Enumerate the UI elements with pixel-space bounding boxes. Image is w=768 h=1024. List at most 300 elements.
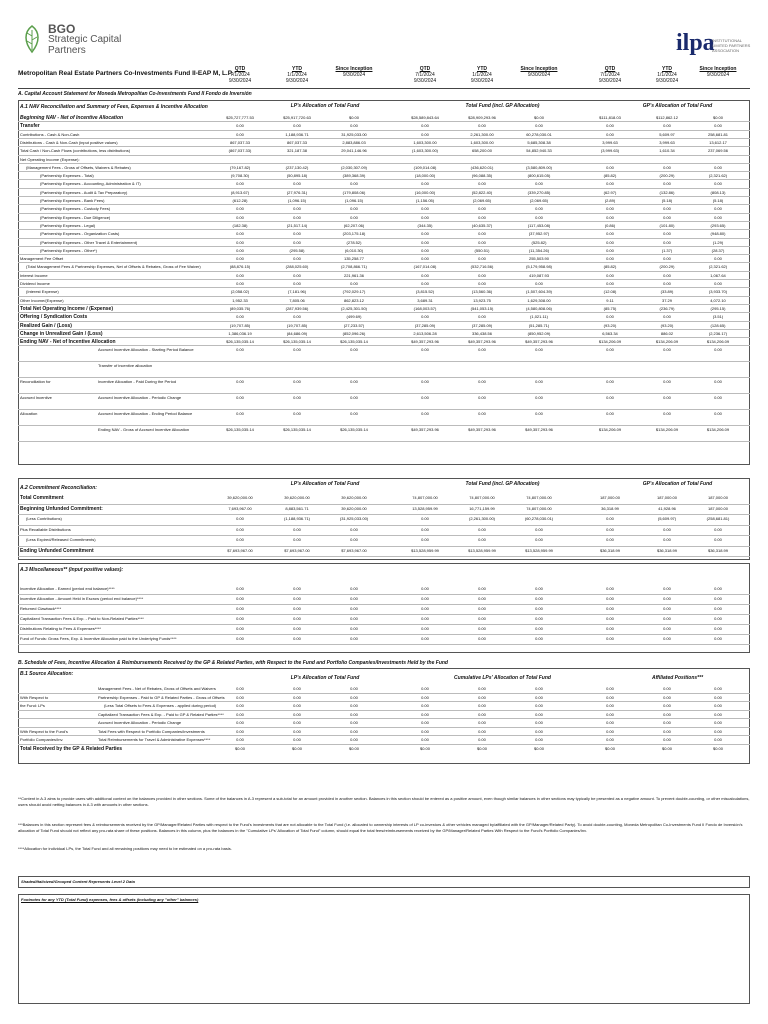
cell-value: 0.00: [421, 247, 429, 253]
cell-value: 0.00: [714, 214, 722, 220]
cell-value: 0.00: [478, 214, 486, 220]
row-label: (Management Fees - Gross of Offsets, Waivers & Rebates): [26, 164, 131, 170]
cell-value: 0.00: [663, 206, 671, 212]
period-header: [514, 66, 564, 78]
period-header-label: QTD: [234, 66, 246, 72]
cell-value: (9,708.30): [230, 173, 250, 179]
cell-value: 0.00: [606, 395, 614, 401]
row-label: Ending NAV - Gross of Accrued Incentive Allocation: [98, 427, 190, 433]
cell-value: 862,823.12: [343, 297, 365, 303]
row-group-label: With Respect to the Fund's: [20, 728, 68, 734]
period-header: [400, 66, 450, 84]
b1-total-value: $0.00: [661, 745, 672, 751]
cell-value: 0.00: [421, 395, 429, 401]
cell-value: 0.00: [478, 526, 486, 532]
cell-value: 0.00: [535, 636, 543, 641]
cell-value: 0.00: [606, 214, 614, 220]
cell-value: 0.00: [478, 586, 486, 591]
cell-value: 0.00: [421, 694, 429, 700]
cell-value: 0.00: [714, 395, 722, 401]
row-label: Net Operating Income (Expense):: [20, 156, 80, 162]
cell-value: $134,206.09: [655, 339, 679, 345]
cell-value: 0.00: [236, 694, 244, 700]
cell-value: (200.29): [659, 264, 675, 270]
cell-value: (37,285.09): [414, 322, 436, 328]
cell-value: 0.00: [350, 214, 358, 220]
cell-value: 0.00: [478, 606, 486, 611]
cell-value: 0.00: [606, 616, 614, 621]
cell-value: 0.00: [478, 314, 486, 320]
cell-value: 0.00: [293, 586, 301, 591]
cell-value: 0.00: [663, 711, 671, 717]
row-divider: [18, 312, 750, 313]
row-divider: [18, 146, 750, 147]
cell-value: (31,925,033.00): [339, 516, 369, 521]
cell-value: 0.00: [236, 411, 244, 417]
row-divider: [18, 296, 750, 297]
cell-value: 0.00: [478, 231, 486, 237]
cell-value: (3,580,809.00): [525, 164, 553, 170]
row-divider: [18, 535, 750, 536]
cell-value: $36,318.99: [707, 547, 729, 553]
cell-value: 0.00: [535, 728, 543, 734]
row-label: Beginning Unfunded Commitment:: [20, 505, 103, 512]
cell-value: (132.86): [659, 189, 675, 195]
cell-value: 0.00: [478, 379, 486, 385]
cell-value: 0.00: [663, 214, 671, 220]
cell-value: 0.00: [714, 711, 722, 717]
cell-value: 0.00: [293, 711, 301, 717]
cell-value: (168,003.57): [413, 305, 437, 311]
cell-value: 0.00: [535, 686, 543, 691]
row-divider: [18, 701, 750, 702]
cell-value: 0.00: [606, 686, 614, 691]
cell-value: (11,354.26): [528, 247, 550, 253]
cell-value: $134,206.09: [598, 339, 622, 345]
cell-value: 0.00: [714, 256, 722, 262]
cell-value: (4,580,808.06): [525, 305, 553, 311]
cell-value: 0.00: [714, 626, 722, 631]
period-header: [215, 66, 265, 84]
cell-value: 0.00: [293, 214, 301, 220]
row-label: (Partnership Expenses - Accounting, Administration & IT): [40, 181, 141, 187]
row-divider: [18, 377, 750, 378]
cell-value: 0.00: [663, 616, 671, 621]
cell-value: (525.82): [531, 239, 547, 245]
cell-value: 0.00: [606, 694, 614, 700]
cell-value: 3,689.31: [417, 297, 433, 303]
cell-value: 0.00: [606, 131, 614, 137]
row-label: Realized Gain / (Loss): [20, 322, 72, 329]
cell-value: $28,909,293.96: [468, 115, 496, 120]
cell-value: 0.00: [663, 720, 671, 725]
cell-value: 0.00: [350, 281, 358, 286]
row-label: Accrued Incentive Allocation - Ending Period Balance: [98, 411, 193, 417]
cell-value: 0.00: [236, 586, 244, 591]
cell-value: 0.00: [350, 123, 358, 129]
period-header-label: YTD: [477, 66, 487, 72]
cell-value: 54,852,940.33: [526, 148, 552, 154]
cell-value: $28,589,843.64: [411, 115, 439, 120]
row-label: Plus Recallable Distributions: [20, 526, 71, 532]
cell-value: 0.00: [236, 123, 244, 129]
cell-value: 0.00: [535, 181, 543, 187]
cell-value: 0.00: [421, 411, 429, 417]
row-label: Transfer of incentive allocation: [98, 363, 153, 369]
cell-value: 0.00: [714, 728, 722, 734]
row-divider: [18, 246, 750, 247]
cell-value: 0.00: [293, 272, 301, 278]
cell-value: (5.18): [712, 198, 724, 203]
cell-value: $49,357,293.96: [468, 339, 496, 345]
cell-value: 13,923.75: [473, 297, 491, 303]
cell-value: $0.00: [712, 115, 723, 120]
cell-value: (101.80): [659, 222, 675, 228]
cell-value: 0.00: [350, 206, 358, 212]
cell-value: 0.00: [293, 720, 301, 725]
row-divider: [18, 425, 750, 426]
cell-value: 0.00: [606, 636, 614, 641]
cell-value: 0.00: [606, 596, 614, 601]
b1-total-value: $0.00: [234, 745, 245, 751]
row-label: Accrued Incentive Allocation - Starting Period Balance: [98, 347, 194, 353]
cell-value: 13,612.17: [709, 139, 727, 145]
b1-total-value: $0.00: [476, 745, 487, 751]
cell-value: 0.00: [293, 694, 301, 700]
cell-value: 0.00: [535, 720, 543, 725]
row-group-label: the Fund: LPs: [20, 703, 45, 708]
column-group-header: GP's Allocation of Total Fund: [642, 103, 713, 109]
cell-value: 39,620,000.00: [341, 505, 367, 511]
cell-value: 0.00: [535, 526, 543, 532]
cell-value: 0.00: [663, 395, 671, 401]
cell-value: (89,035.76): [229, 305, 251, 311]
row-label: (Partnership Expenses - Due Diligence): [40, 214, 111, 220]
cell-value: 0.00: [293, 703, 301, 708]
cell-value: 0.00: [478, 728, 486, 734]
cell-value: (339,270.85): [527, 189, 551, 195]
cell-value: 2,261,300.00: [470, 131, 494, 137]
cell-value: 0.00: [293, 206, 301, 212]
cell-value: 255,503.90: [528, 256, 550, 262]
cell-value: 0.00: [663, 606, 671, 611]
cell-value: 0.00: [421, 379, 429, 385]
cell-value: (258,681.81): [706, 516, 730, 521]
cell-value: $36,318.99: [599, 547, 621, 553]
cell-value: 0.00: [478, 411, 486, 417]
row-divider: [18, 188, 750, 189]
cell-value: 0.00: [350, 181, 358, 187]
cell-value: 0.00: [293, 256, 301, 262]
b1-total-value: $0.00: [419, 745, 430, 751]
row-label: Returned Clawback****: [20, 606, 62, 611]
cell-value: (295.15): [710, 305, 726, 311]
cell-value: 0.00: [663, 694, 671, 700]
cell-value: 0.00: [478, 694, 486, 700]
row-divider: [18, 744, 750, 745]
cell-value: 187,000.00: [599, 495, 621, 500]
ilpa-logo-text: ilpa: [676, 30, 715, 56]
cell-value: $7,693,967.00: [227, 547, 253, 553]
cell-value: 0.00: [535, 214, 543, 220]
row-label: Management Fee Offset: [20, 256, 64, 262]
row-divider: [18, 504, 750, 505]
cell-value: (293.65): [710, 222, 726, 228]
cell-value: 0.00: [714, 379, 722, 385]
cell-value: (85.75): [603, 305, 617, 311]
cell-value: $49,357,293.96: [525, 339, 553, 345]
cell-value: 0.00: [535, 123, 543, 129]
row-label: (Less Contributions): [26, 516, 62, 521]
cell-value: 0.00: [350, 395, 358, 401]
cell-value: 0.00: [350, 379, 358, 385]
cell-value: 0.00: [663, 703, 671, 708]
footnotes-box[interactable]: [18, 894, 750, 1004]
cell-value: 0.00: [606, 272, 614, 278]
cell-value: (128.65): [710, 322, 726, 328]
cell-value: 0.00: [535, 626, 543, 631]
cell-value: 0.00: [478, 703, 486, 708]
row-label: (Partnership Expenses - Audit & Tax Preparatory): [40, 189, 128, 195]
cell-value: 0.00: [421, 606, 429, 611]
cell-value: 0.00: [606, 526, 614, 532]
cell-value: 0.00: [663, 586, 671, 591]
cell-value: 8,883,561.71: [285, 505, 309, 511]
cell-value: 321,187.38: [286, 148, 308, 154]
cell-value: 0.00: [293, 239, 301, 245]
cell-value: 74,807,000.00: [526, 495, 552, 500]
cell-value: 237,069.56: [707, 148, 729, 154]
cell-value: $36,318.99: [656, 547, 678, 553]
cell-value: (37,952.97): [528, 231, 550, 237]
column-group-header: LP's Allocation of Total Fund: [290, 103, 360, 109]
cell-value: 0.00: [606, 516, 614, 521]
cell-value: 0.00: [663, 728, 671, 734]
row-divider: [18, 138, 750, 139]
cell-value: 0.00: [663, 526, 671, 532]
row-divider: [18, 594, 750, 595]
cell-value: 0.00: [478, 711, 486, 717]
cell-value: 0.00: [478, 281, 486, 286]
cell-value: 0.00: [236, 596, 244, 601]
cell-value: (850,952.09): [527, 330, 551, 336]
row-label: Management Fees - Net of Rebates, Gross of Offsets and Waivers: [98, 686, 216, 691]
cell-value: (3,815.52): [415, 289, 435, 295]
cell-value: 336,438.56: [471, 330, 493, 336]
cell-value: 187,000.00: [707, 495, 729, 500]
row-label: Total Reimbursements for Travel & Administrative Expenses****: [98, 737, 211, 742]
cell-value: (27,233.57): [343, 322, 365, 328]
row-divider: [18, 254, 750, 255]
row-divider: [18, 693, 750, 694]
cell-value: 0.00: [236, 347, 244, 353]
cell-value: 0.00: [535, 411, 543, 417]
cell-value: 0.00: [478, 206, 486, 212]
cell-value: 1,188,936.71: [285, 131, 309, 137]
cell-value: 2,883,886.03: [342, 139, 366, 145]
cell-value: 0.00: [236, 314, 244, 320]
cell-value: 0.00: [236, 231, 244, 237]
cell-value: 0.00: [350, 537, 358, 542]
cell-value: 0.00: [606, 314, 614, 320]
period-header-label: QTD: [419, 66, 431, 72]
period-header-label: Since Inception: [699, 66, 737, 72]
cell-value: 16,771,159.99: [469, 505, 495, 511]
row-divider: [18, 634, 750, 635]
cell-value: (1,603,300.00): [411, 148, 439, 154]
cell-value: (167,014.08): [413, 264, 437, 270]
cell-value: 0.00: [350, 720, 358, 725]
cell-value: 0.00: [350, 694, 358, 700]
cell-value: (2,236.17): [708, 330, 728, 336]
cell-value: (1,188,936.71): [283, 516, 311, 521]
row-divider: [18, 279, 750, 280]
cell-value: 1,603,300.00: [470, 139, 494, 145]
cell-value: 0.00: [606, 606, 614, 611]
cell-value: 0.00: [714, 636, 722, 641]
a3-title: A.3 Miscellaneous** (input positive values):: [20, 567, 124, 573]
cell-value: 221,961.36: [343, 272, 365, 278]
row-label: (Less Expired/Released Commitments): [26, 537, 96, 542]
cell-value: $7,693,967.00: [284, 547, 310, 553]
row-label: Contributions - Cash & Non-Cash: [20, 131, 80, 137]
cell-value: 187,000.00: [707, 505, 729, 511]
cell-value: (19,707.85): [229, 322, 251, 328]
cell-value: 0.00: [293, 347, 301, 353]
cell-value: $13,528,959.99: [411, 547, 439, 553]
row-label: Fund of Funds: Gross Fees, Exp. & Incentive Allocation paid to the Underlying Funds****: [20, 636, 177, 641]
cell-value: 0.00: [236, 281, 244, 286]
cell-value: 0.00: [663, 314, 671, 320]
cell-value: 0.00: [293, 616, 301, 621]
cell-value: (7,181.96): [287, 289, 307, 295]
row-label: Accrued Incentive Allocation - Periodic Change: [98, 395, 182, 401]
cell-value: 0.00: [421, 686, 429, 691]
cell-value: 0.00: [606, 626, 614, 631]
cell-value: 0.00: [293, 526, 301, 532]
cell-value: 0.00: [350, 711, 358, 717]
cell-value: (1.29): [712, 239, 724, 245]
cell-value: 7,805.06: [289, 297, 305, 303]
cell-value: 0.00: [421, 586, 429, 591]
cell-value: 0.00: [293, 123, 301, 129]
cell-value: 0.00: [663, 379, 671, 385]
cell-value: (8,913.67): [230, 189, 250, 195]
cell-value: (5,179,958.98): [525, 264, 553, 270]
row-label: Partnership Expenses - Paid to GP & Related Parties - Gross of Offsets: [98, 694, 225, 700]
cell-value: (852,096.26): [342, 330, 366, 336]
row-label: (Partnership Expenses - Other*): [40, 247, 97, 253]
cell-value: (52,822.40): [471, 189, 493, 195]
cell-value: (5.18): [661, 198, 673, 203]
period-header: [457, 66, 507, 84]
cell-value: $49,357,293.96: [411, 427, 439, 433]
cell-value: 0.00: [606, 728, 614, 734]
cell-value: 0.00: [535, 537, 543, 542]
cell-value: 5,609.97: [659, 131, 675, 137]
period-header-from: 7/1/2024: [600, 72, 620, 78]
cell-value: 0.00: [606, 239, 614, 245]
cell-value: 0.00: [535, 206, 543, 212]
cell-value: 0.00: [350, 737, 358, 742]
row-group-label: Reconciliation for: [20, 379, 51, 385]
bgo-logo: [18, 22, 138, 66]
cell-value: 0.00: [663, 737, 671, 742]
cell-value: $25,727,777.53: [226, 115, 254, 120]
bgo-logo-subtext: Strategic Capital Partners: [48, 34, 122, 56]
cell-value: (3,999.63): [600, 148, 620, 154]
cell-value: 0.00: [350, 728, 358, 734]
cell-value: 0.00: [236, 239, 244, 245]
cell-value: 0.00: [236, 703, 244, 708]
row-label: (Partnership Expenses - Bank Fees): [40, 198, 105, 203]
cell-value: (1,096.15): [344, 198, 364, 203]
cell-value: 0.00: [535, 606, 543, 611]
cell-value: $26,135,035.14: [283, 427, 311, 433]
cell-value: 0.00: [663, 411, 671, 417]
cell-value: 0.00: [236, 737, 244, 742]
column-group-header: GP's Allocation of Total Fund: [642, 481, 713, 487]
cell-value: 0.00: [421, 516, 429, 521]
cell-value: 39,620,000.00: [284, 495, 310, 500]
b1-total-value: $0.00: [291, 745, 302, 751]
cell-value: (867,037.33): [228, 148, 252, 154]
cell-value: 0.00: [606, 247, 614, 253]
cell-value: 0.00: [606, 206, 614, 212]
cell-value: 0.00: [293, 181, 301, 187]
cell-value: 39,620,000.00: [227, 495, 253, 500]
cell-value: 0.00: [236, 247, 244, 253]
cell-value: 0.00: [350, 616, 358, 621]
cell-value: 6,563.34: [602, 330, 618, 336]
cell-value: (287,939.56): [285, 305, 309, 311]
row-divider: [18, 409, 750, 410]
cell-value: (612.28): [232, 198, 248, 203]
period-header-label: YTD: [292, 66, 302, 72]
cell-value: 0.00: [535, 347, 543, 353]
cell-value: 0.00: [421, 616, 429, 621]
row-divider: [18, 345, 750, 346]
cell-value: 0.00: [236, 131, 244, 137]
period-header-to: 9/30/2024: [228, 78, 252, 84]
cell-value: (800,615.05): [527, 173, 551, 179]
cell-value: (19,707.85): [286, 322, 308, 328]
cell-value: 0.00: [663, 272, 671, 278]
period-header-to: 9/30/2024: [655, 78, 679, 84]
cell-value: (295.58): [289, 247, 305, 253]
cell-value: (37,285.09): [471, 322, 493, 328]
cell-value: (6,010.30): [344, 247, 364, 253]
column-group-header: Affiliated Positions***: [651, 675, 704, 681]
cell-value: (2,321.62): [708, 264, 728, 270]
cell-value: 886.02: [660, 330, 674, 336]
row-divider: [18, 361, 750, 362]
cell-value: 0.00: [478, 181, 486, 187]
cell-value: 0.00: [350, 606, 358, 611]
cell-value: (389,368.39): [342, 173, 366, 179]
cell-value: (62.97): [603, 189, 617, 195]
level2-legend-text: Shaded/Italicized/Grouped Content Represents Level 2 Data: [21, 879, 135, 884]
period-header: [585, 66, 635, 84]
cell-value: 1,603,300.00: [413, 139, 437, 145]
row-label: Dividend Income: [20, 281, 50, 286]
cell-value: 0.00: [350, 411, 358, 417]
cell-value: 0.00: [606, 281, 614, 286]
cell-value: 0.00: [663, 239, 671, 245]
cell-value: 36,318.99: [601, 505, 619, 511]
cell-value: 31,925,033.00: [341, 131, 367, 137]
b1-total-value: $0.00: [604, 745, 615, 751]
